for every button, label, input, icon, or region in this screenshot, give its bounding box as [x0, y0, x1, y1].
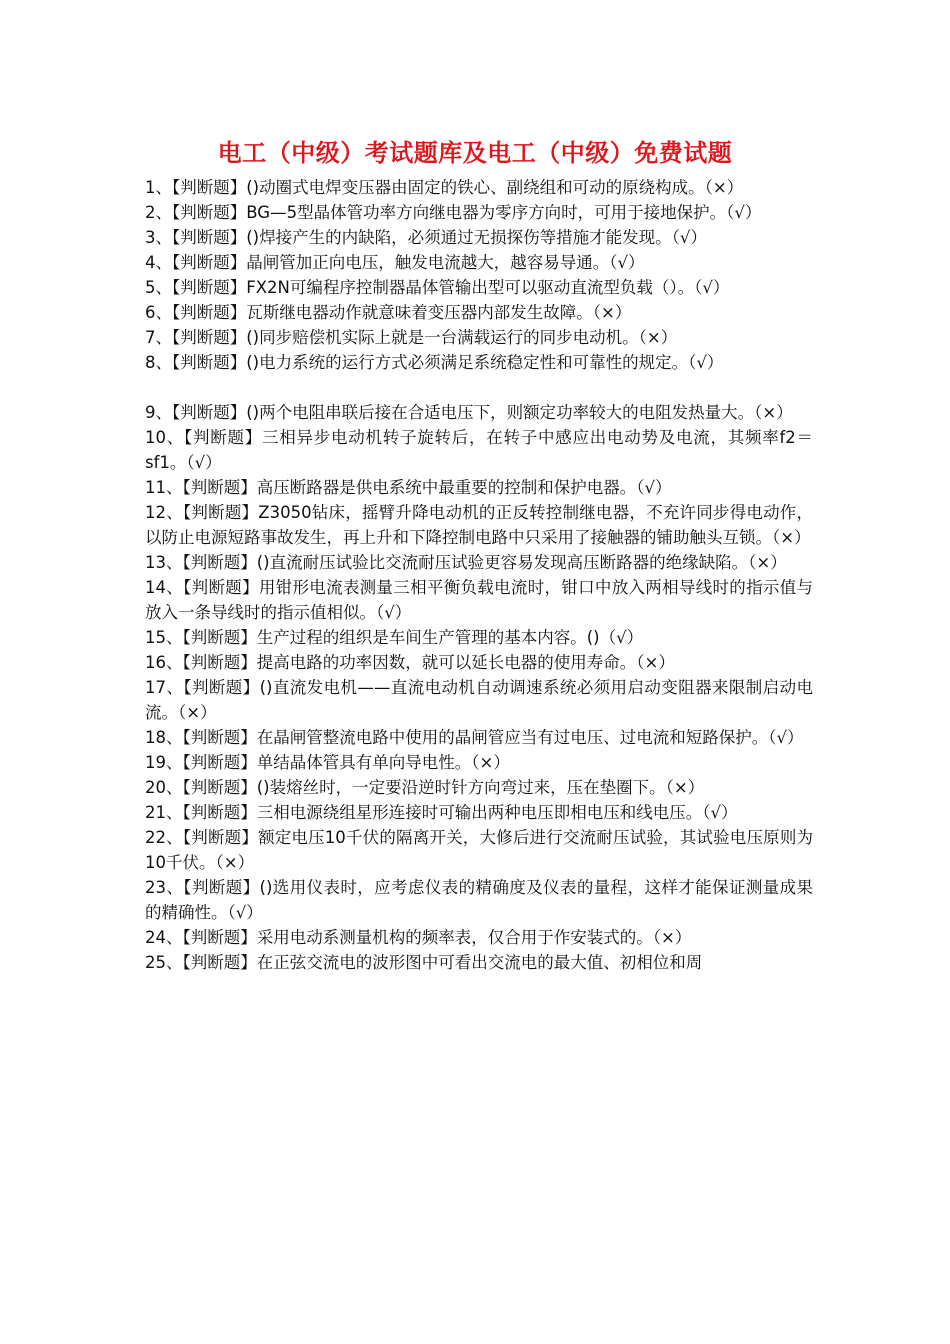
question-number: 4、 [145, 253, 172, 272]
question-answer: （√） [688, 353, 724, 372]
question-type-tag: 【判断题】 [183, 678, 260, 697]
question-item [145, 675, 813, 725]
question-item [145, 250, 813, 275]
question-text: 晶闸管加正向电压，触发电流越大，越容易导通。 [246, 253, 610, 272]
question-answer: （×） [592, 303, 632, 322]
question-item [145, 950, 813, 975]
question-number: 12、 [145, 503, 183, 522]
document-title: 电工（中级）考试题库及电工（中级）免费试题 [217, 138, 733, 167]
question-type-tag: 【判断题】 [172, 203, 247, 222]
question-item [145, 350, 813, 375]
question-number: 7、 [145, 328, 172, 347]
question-text: ()两个电阻串联后接在合适电压下，则额定功率较大的电阻发热量大。 [246, 403, 755, 422]
question-item [145, 750, 813, 775]
question-answer: （√） [227, 903, 263, 922]
question-number: 1、 [145, 178, 172, 197]
question-text: FX2N可编程序控制器晶体管输出型可以驱动直流型负载（）。 [246, 278, 695, 297]
question-answer: （×） [665, 778, 705, 797]
question-type-tag: 【判断题】 [182, 928, 257, 947]
question-item [145, 925, 813, 950]
question-item [145, 475, 813, 500]
question-answer: （×） [704, 178, 744, 197]
question-text: Z3050钻床，摇臂升降电动机的正反转控制继电器，不充许同步得电动作，以防止电源短路事故发生，再上升和下降控制电路中只采用了接触器的铺助触头互锁。 [145, 503, 814, 547]
question-number: 19、 [145, 753, 183, 772]
question-answer: （√） [702, 803, 738, 822]
question-item [145, 875, 813, 925]
question-number: 2、 [145, 203, 172, 222]
question-number: 13、 [145, 553, 183, 572]
question-item [145, 550, 813, 575]
question-item [145, 575, 813, 625]
question-item [145, 775, 813, 800]
question-text: 生产过程的组织是车间生产管理的基本内容。() [256, 628, 600, 647]
question-number: 14、 [145, 578, 184, 597]
question-type-tag: 【判断题】 [172, 303, 247, 322]
question-text: ()同步赔偿机实际上就是一台满载运行的同步电动机。 [246, 328, 639, 347]
question-number: 16、 [145, 653, 183, 672]
question-type-tag: 【判断题】 [182, 778, 257, 797]
question-type-tag: 【判断题】 [182, 628, 257, 647]
question-item [145, 400, 813, 425]
question-item [145, 625, 813, 650]
question-text: ()动圈式电焊变压器由固定的铁心、副绕组和可动的原绕构成。 [246, 178, 705, 197]
question-answer: （√） [726, 203, 762, 222]
question-type-tag: 【判断题】 [184, 428, 262, 447]
question-answer: （×） [215, 853, 255, 872]
question-number: 5、 [145, 278, 172, 297]
question-text: 用钳形电流表测量三相平衡负载电流时，钳口中放入两相导线时的指示值与放入一条导线时的指示值相似。 [145, 578, 814, 622]
question-item [145, 175, 813, 200]
question-text: ()直流耐压试验比交流耐压试验更容易发现高压断路器的绝缘缺陷。 [256, 553, 749, 572]
question-number: 23、 [145, 878, 184, 897]
question-item [145, 725, 813, 750]
question-item [145, 300, 813, 325]
question-type-tag: 【判断题】 [172, 278, 247, 297]
question-type-tag: 【判断题】 [182, 803, 257, 822]
question-type-tag: 【判断题】 [172, 403, 247, 422]
question-number: 17、 [145, 678, 184, 697]
question-item [145, 425, 813, 475]
question-answer: （×） [636, 653, 675, 672]
question-number: 10、 [145, 428, 184, 447]
question-type-tag: 【判断题】 [182, 753, 257, 772]
question-answer: （√） [186, 453, 222, 472]
question-text: 瓦斯继电器动作就意味着变压器内部发生故障。 [246, 303, 593, 322]
question-type-tag: 【判断题】 [172, 253, 247, 272]
question-type-tag: 【判断题】 [172, 328, 247, 347]
question-number: 15、 [145, 628, 183, 647]
question-type-tag: 【判断题】 [182, 728, 257, 747]
question-number: 18、 [145, 728, 183, 747]
question-number: 6、 [145, 303, 172, 322]
question-answer: （×） [772, 528, 811, 547]
question-type-tag: 【判断题】 [183, 878, 260, 897]
question-answer: （×） [754, 403, 793, 422]
question-number: 24、 [145, 928, 183, 947]
question-list [145, 175, 813, 975]
question-item [145, 325, 813, 350]
question-item [145, 225, 813, 250]
question-text: BG—5型晶体管功率方向继电器为零序方向时，可用于接地保护。 [246, 203, 727, 222]
question-answer: （√） [599, 628, 644, 647]
question-answer: （√） [768, 728, 804, 747]
question-number: 25、 [145, 953, 183, 972]
question-type-tag: 【判断题】 [172, 178, 247, 197]
question-answer: （√） [636, 478, 672, 497]
question-text: ()装熔丝时，一定要沿逆时针方向弯过来，压在垫圈下。 [256, 778, 666, 797]
question-answer: （×） [638, 328, 678, 347]
question-text: 在正弦交流电的波形图中可看出交流电的最大值、初相位和周 [256, 953, 703, 972]
question-text: 采用电动系测量机构的频率表，仅合用于作安装式的。 [256, 928, 653, 947]
question-type-tag: 【判断题】 [172, 228, 247, 247]
question-type-tag: 【判断题】 [172, 353, 247, 372]
question-item [145, 500, 813, 550]
question-text: ()直流发电机——直流电动机自动调速系统必须用启动变阻器来限制启动电流。 [145, 678, 814, 722]
question-answer: （×） [652, 928, 692, 947]
question-answer: （√） [609, 253, 645, 272]
question-text: 三相电源绕组星形连接时可输出两种电压即相电压和线电压。 [256, 803, 703, 822]
question-text: 在晶闸管整流电路中使用的晶闸管应当有过电压、过电流和短路保护。 [256, 728, 769, 747]
question-number: 21、 [145, 803, 183, 822]
question-type-tag: 【判断题】 [182, 653, 257, 672]
question-number: 11、 [145, 478, 183, 497]
question-text: ()选用仪表时，应考虑仪表的精确度及仪表的量程，这样才能保证测量成果的精确性。 [145, 878, 814, 922]
question-answer: （×） [471, 753, 510, 772]
question-number: 9、 [145, 403, 172, 422]
question-item [145, 825, 813, 875]
question-number: 22、 [145, 828, 183, 847]
question-type-tag: 【判断题】 [182, 478, 257, 497]
question-number: 3、 [145, 228, 172, 247]
question-answer: （√） [376, 603, 412, 622]
question-text: ()焊接产生的内缺陷，必须通过无损探伤等措施才能发现。 [246, 228, 672, 247]
question-text: 提高电路的功率因数，就可以延长电器的使用寿命。 [256, 653, 637, 672]
question-text: 三相异步电动机转子旋转后，在转子中感应出电动势及电流，其频率f2＝sf1。 [145, 428, 814, 472]
question-item [145, 800, 813, 825]
question-answer: （×） [748, 553, 787, 572]
question-type-tag: 【判断题】 [182, 828, 259, 847]
question-answer: （×） [178, 703, 217, 722]
question-text: ()电力系统的运行方式必须满足系统稳定性和可靠性的规定。 [246, 353, 689, 372]
question-number: 20、 [145, 778, 183, 797]
question-type-tag: 【判断题】 [182, 953, 257, 972]
question-type-tag: 【判断题】 [182, 553, 257, 572]
question-text: 单结晶体管具有单向导电性。 [256, 753, 472, 772]
question-type-tag: 【判断题】 [183, 578, 259, 597]
question-item [145, 200, 813, 225]
question-item [145, 650, 813, 675]
question-type-tag: 【判断题】 [182, 503, 259, 522]
question-answer: （√） [671, 228, 707, 247]
question-item [145, 275, 813, 300]
question-text: 额定电压10千伏的隔离开关，大修后进行交流耐压试验，其试验电压原则为10千伏。 [145, 828, 814, 872]
question-text: 高压断路器是供电系统中最重要的控制和保护电器。 [256, 478, 637, 497]
question-number: 8、 [145, 353, 172, 372]
question-answer: （√） [694, 278, 730, 297]
